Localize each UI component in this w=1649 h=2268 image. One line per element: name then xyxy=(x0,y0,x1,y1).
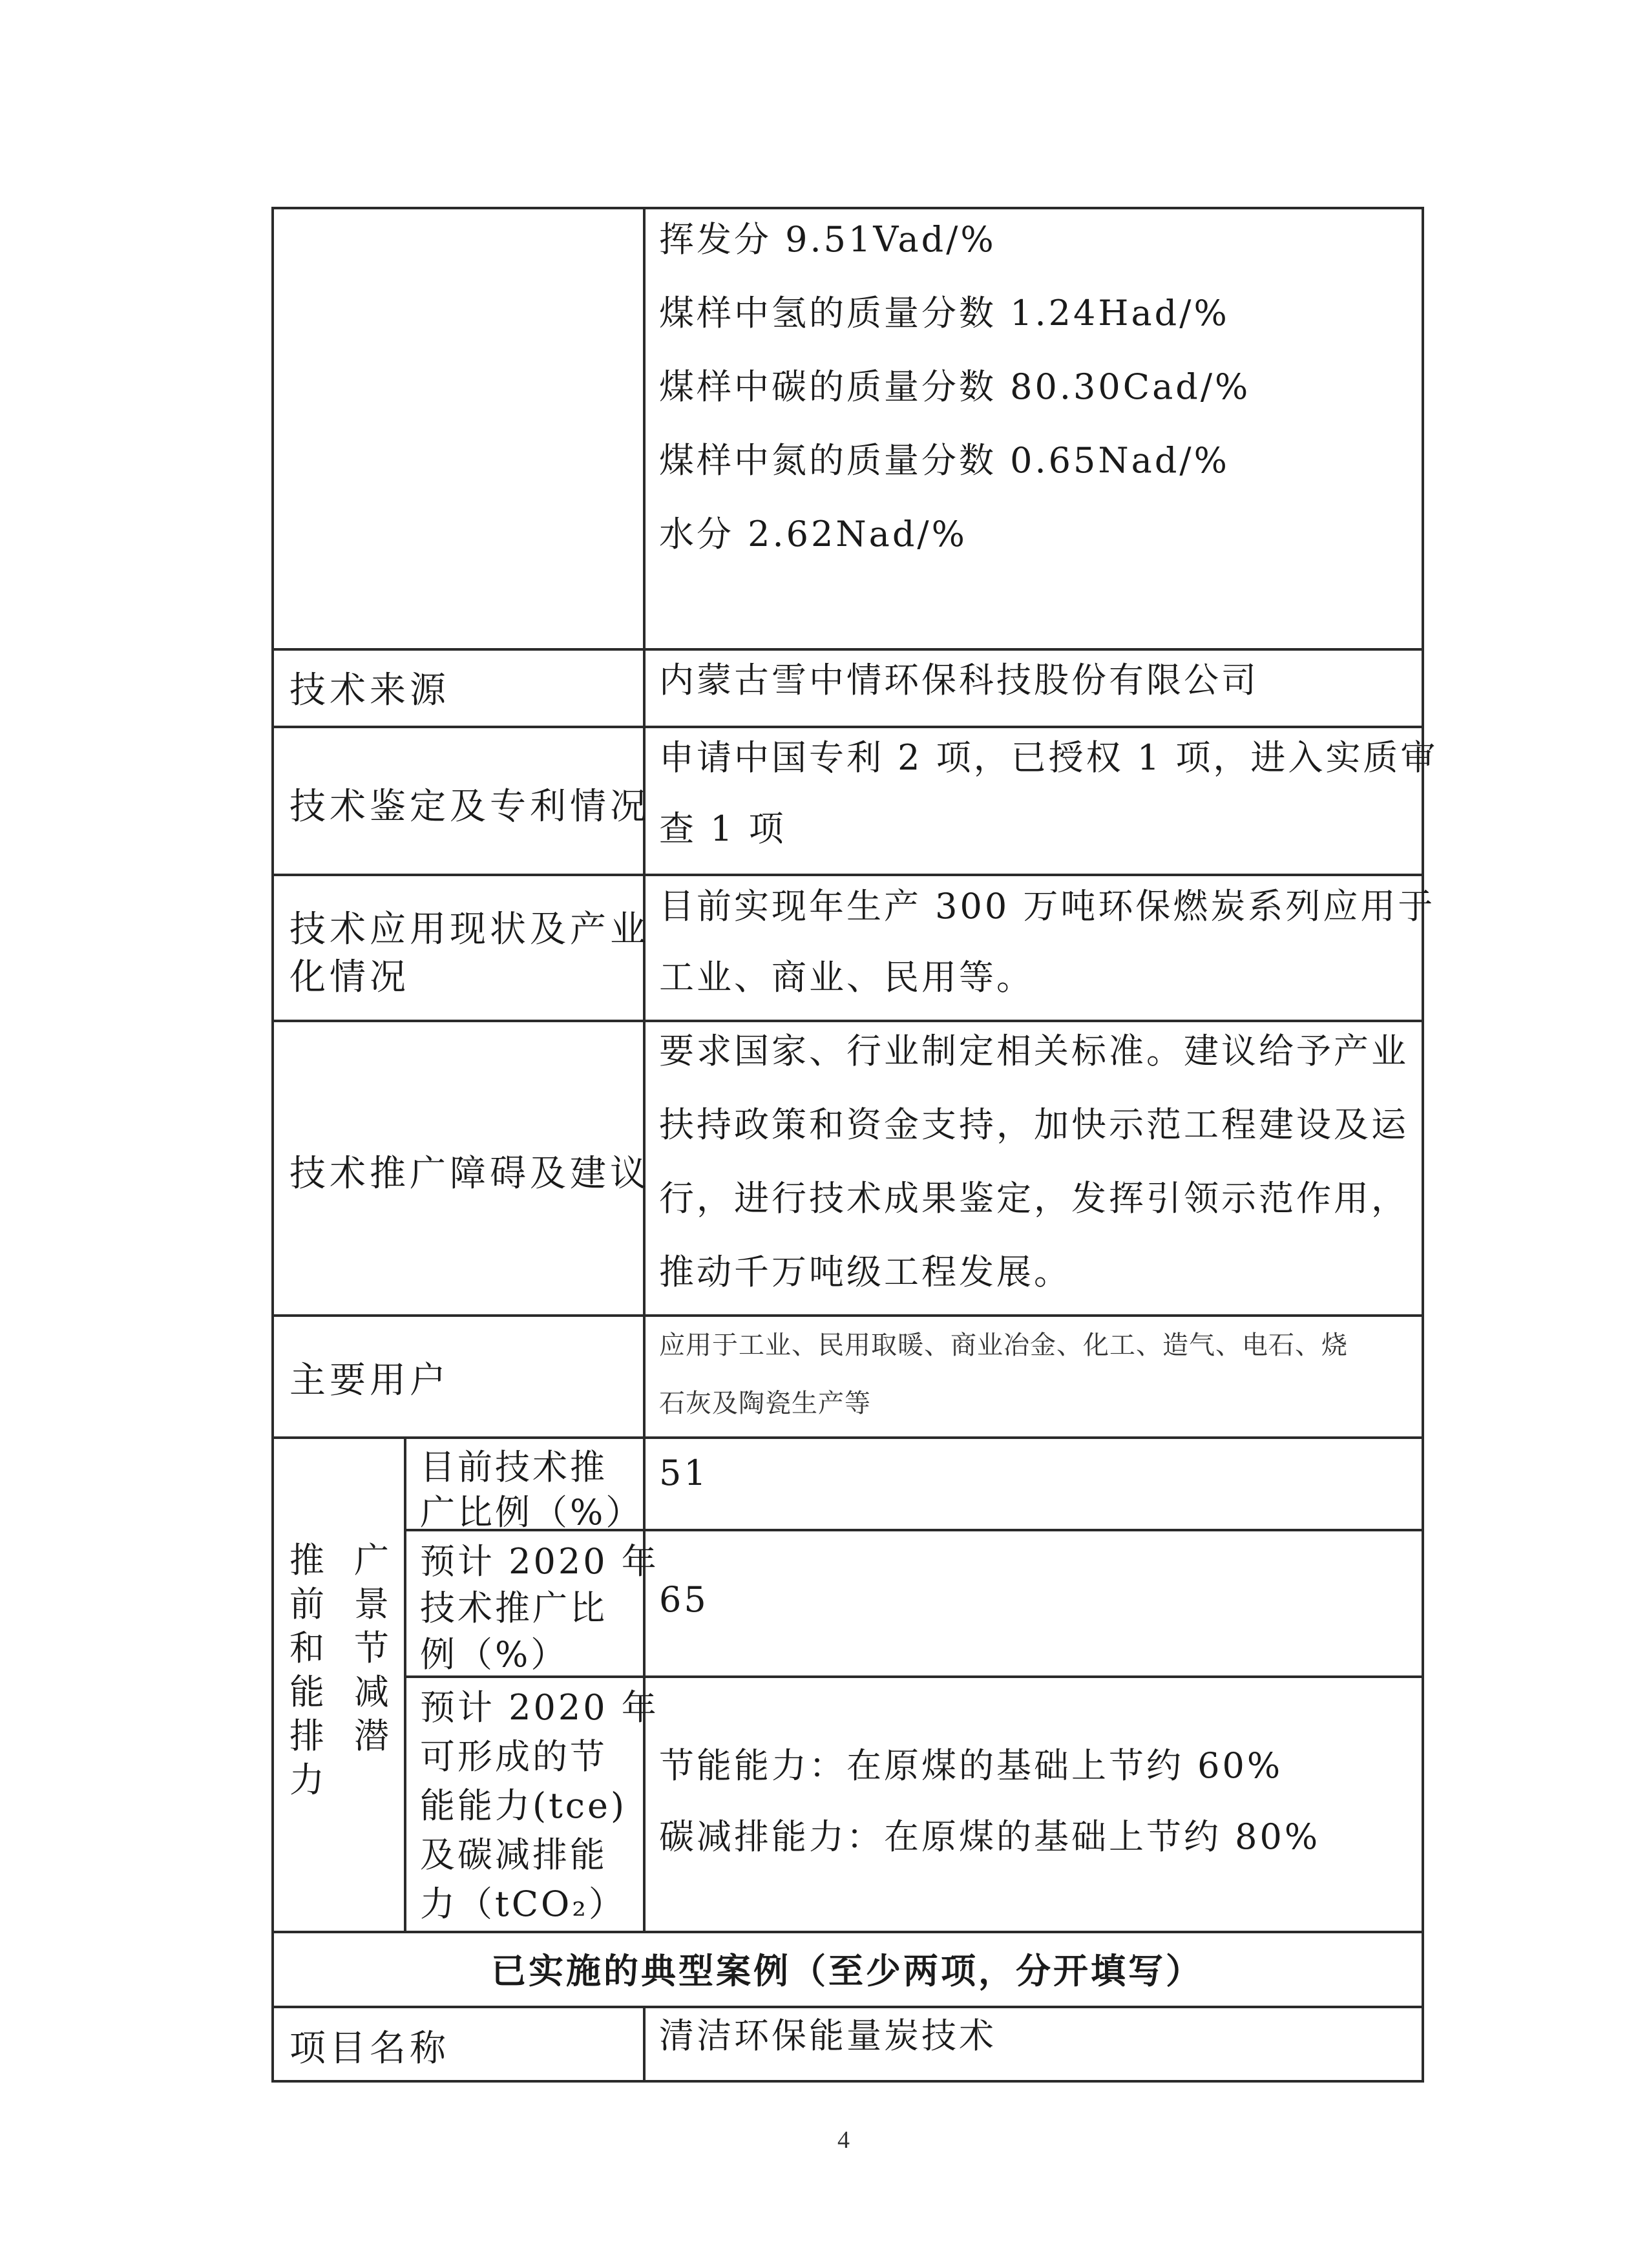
forecast-ratio-label-3: 例（%） xyxy=(420,1634,569,1675)
barriers-label: 技术推广障碍及建议 xyxy=(289,1153,650,1195)
barriers-value-3: 行，进行技术成果鉴定，发挥引领示范作用， xyxy=(659,1178,1409,1219)
row-line-3 xyxy=(271,874,1424,876)
prospects-label-right-4: 减 xyxy=(354,1672,389,1712)
cases-header: 已实施的典型案例（至少两项，分开填写） xyxy=(491,1950,1203,1991)
table-border-right xyxy=(1422,207,1424,2083)
capacity-label-3: 能能力(tce) xyxy=(420,1785,627,1826)
prospects-label-left-2: 前 xyxy=(289,1584,324,1624)
row-line-4 xyxy=(271,1020,1424,1022)
column-divider-upper xyxy=(643,207,646,1931)
capacity-label-2: 可形成的节 xyxy=(420,1736,607,1777)
page-number: 4 xyxy=(837,2126,850,2154)
capacity-label-1: 预计 2020 年 xyxy=(420,1687,659,1728)
current-ratio-value: 51 xyxy=(659,1453,709,1493)
prospects-label-left-6: 力 xyxy=(289,1759,324,1800)
application-status-label-1: 技术应用现状及产业 xyxy=(289,908,650,950)
main-users-value-1: 应用于工业、民用取暖、商业冶金、化工、造气、电石、烧 xyxy=(659,1330,1348,1360)
row-line-6 xyxy=(271,1436,1424,1439)
forecast-ratio-value: 65 xyxy=(659,1579,709,1620)
capacity-label-4: 及碳减排能 xyxy=(420,1834,607,1875)
prospects-label-left-3: 和 xyxy=(289,1628,324,1668)
application-status-value-2: 工业、商业、民用等。 xyxy=(659,957,1034,998)
prospects-label-left-1: 推 xyxy=(289,1540,324,1580)
forecast-ratio-label-2: 技术推广比 xyxy=(420,1588,607,1628)
row-line-2 xyxy=(271,726,1424,728)
appraisal-patent-label: 技术鉴定及专利情况 xyxy=(289,786,650,828)
table-border-bottom xyxy=(271,2080,1424,2083)
project-name-value: 清洁环保能量炭技术 xyxy=(659,2015,996,2056)
row-line-1 xyxy=(271,648,1424,651)
prospects-inner-divider xyxy=(404,1436,406,1931)
tech-source-label: 技术来源 xyxy=(289,669,450,711)
table-border-top xyxy=(271,207,1424,209)
carbon-reduction-capacity: 碳减排能力：在原煤的基础上节约 80% xyxy=(659,1816,1321,1857)
column-divider-lower xyxy=(643,2006,646,2083)
appraisal-patent-value-1: 申请中国专利 2 项，已授权 1 项，进入实质审 xyxy=(659,737,1438,778)
row-line-5 xyxy=(271,1314,1424,1317)
tech-source-value: 内蒙古雪中情环保科技股份有限公司 xyxy=(659,660,1259,700)
main-users-label: 主要用户 xyxy=(289,1360,450,1402)
composition-line-4: 煤样中氮的质量分数 0.65Nad/% xyxy=(659,440,1230,481)
prospects-label-left-4: 能 xyxy=(289,1672,324,1712)
composition-line-5: 水分 2.62Nad/% xyxy=(659,514,967,554)
main-users-value-2: 石灰及陶瓷生产等 xyxy=(659,1389,871,1418)
barriers-value-4: 推动千万吨级工程发展。 xyxy=(659,1252,1071,1292)
prospects-label-right-5: 潜 xyxy=(354,1716,389,1756)
prospects-label-right-2: 景 xyxy=(354,1584,389,1624)
prospects-label-left-5: 排 xyxy=(289,1716,324,1756)
composition-line-2: 煤样中氢的质量分数 1.24Had/% xyxy=(659,293,1230,333)
current-ratio-label-2: 广比例（%） xyxy=(420,1492,644,1533)
barriers-value-2: 扶持政策和资金支持，加快示范工程建设及运 xyxy=(659,1104,1409,1145)
barriers-value-1: 要求国家、行业制定相关标准。建议给予产业 xyxy=(659,1031,1409,1071)
prospects-label-right-3: 节 xyxy=(354,1628,389,1668)
table-border-left xyxy=(271,207,274,2083)
composition-line-1: 挥发分 9.51Vad/% xyxy=(659,219,996,260)
project-name-label: 项目名称 xyxy=(289,2028,450,2070)
capacity-label-5: 力（tCO₂） xyxy=(420,1884,626,1924)
application-status-label-2: 化情况 xyxy=(289,956,410,998)
forecast-ratio-label-1: 预计 2020 年 xyxy=(420,1541,659,1582)
prospects-label-right-1: 广 xyxy=(354,1540,389,1580)
current-ratio-label-1: 目前技术推 xyxy=(420,1447,607,1487)
application-status-value-1: 目前实现年生产 300 万吨环保燃炭系列应用于 xyxy=(659,886,1436,927)
appraisal-patent-value-2: 查 1 项 xyxy=(659,808,786,849)
energy-saving-capacity: 节能能力：在原煤的基础上节约 60% xyxy=(659,1745,1283,1786)
composition-line-3: 煤样中碳的质量分数 80.30Cad/% xyxy=(659,366,1251,407)
row-line-7 xyxy=(271,1931,1424,1933)
